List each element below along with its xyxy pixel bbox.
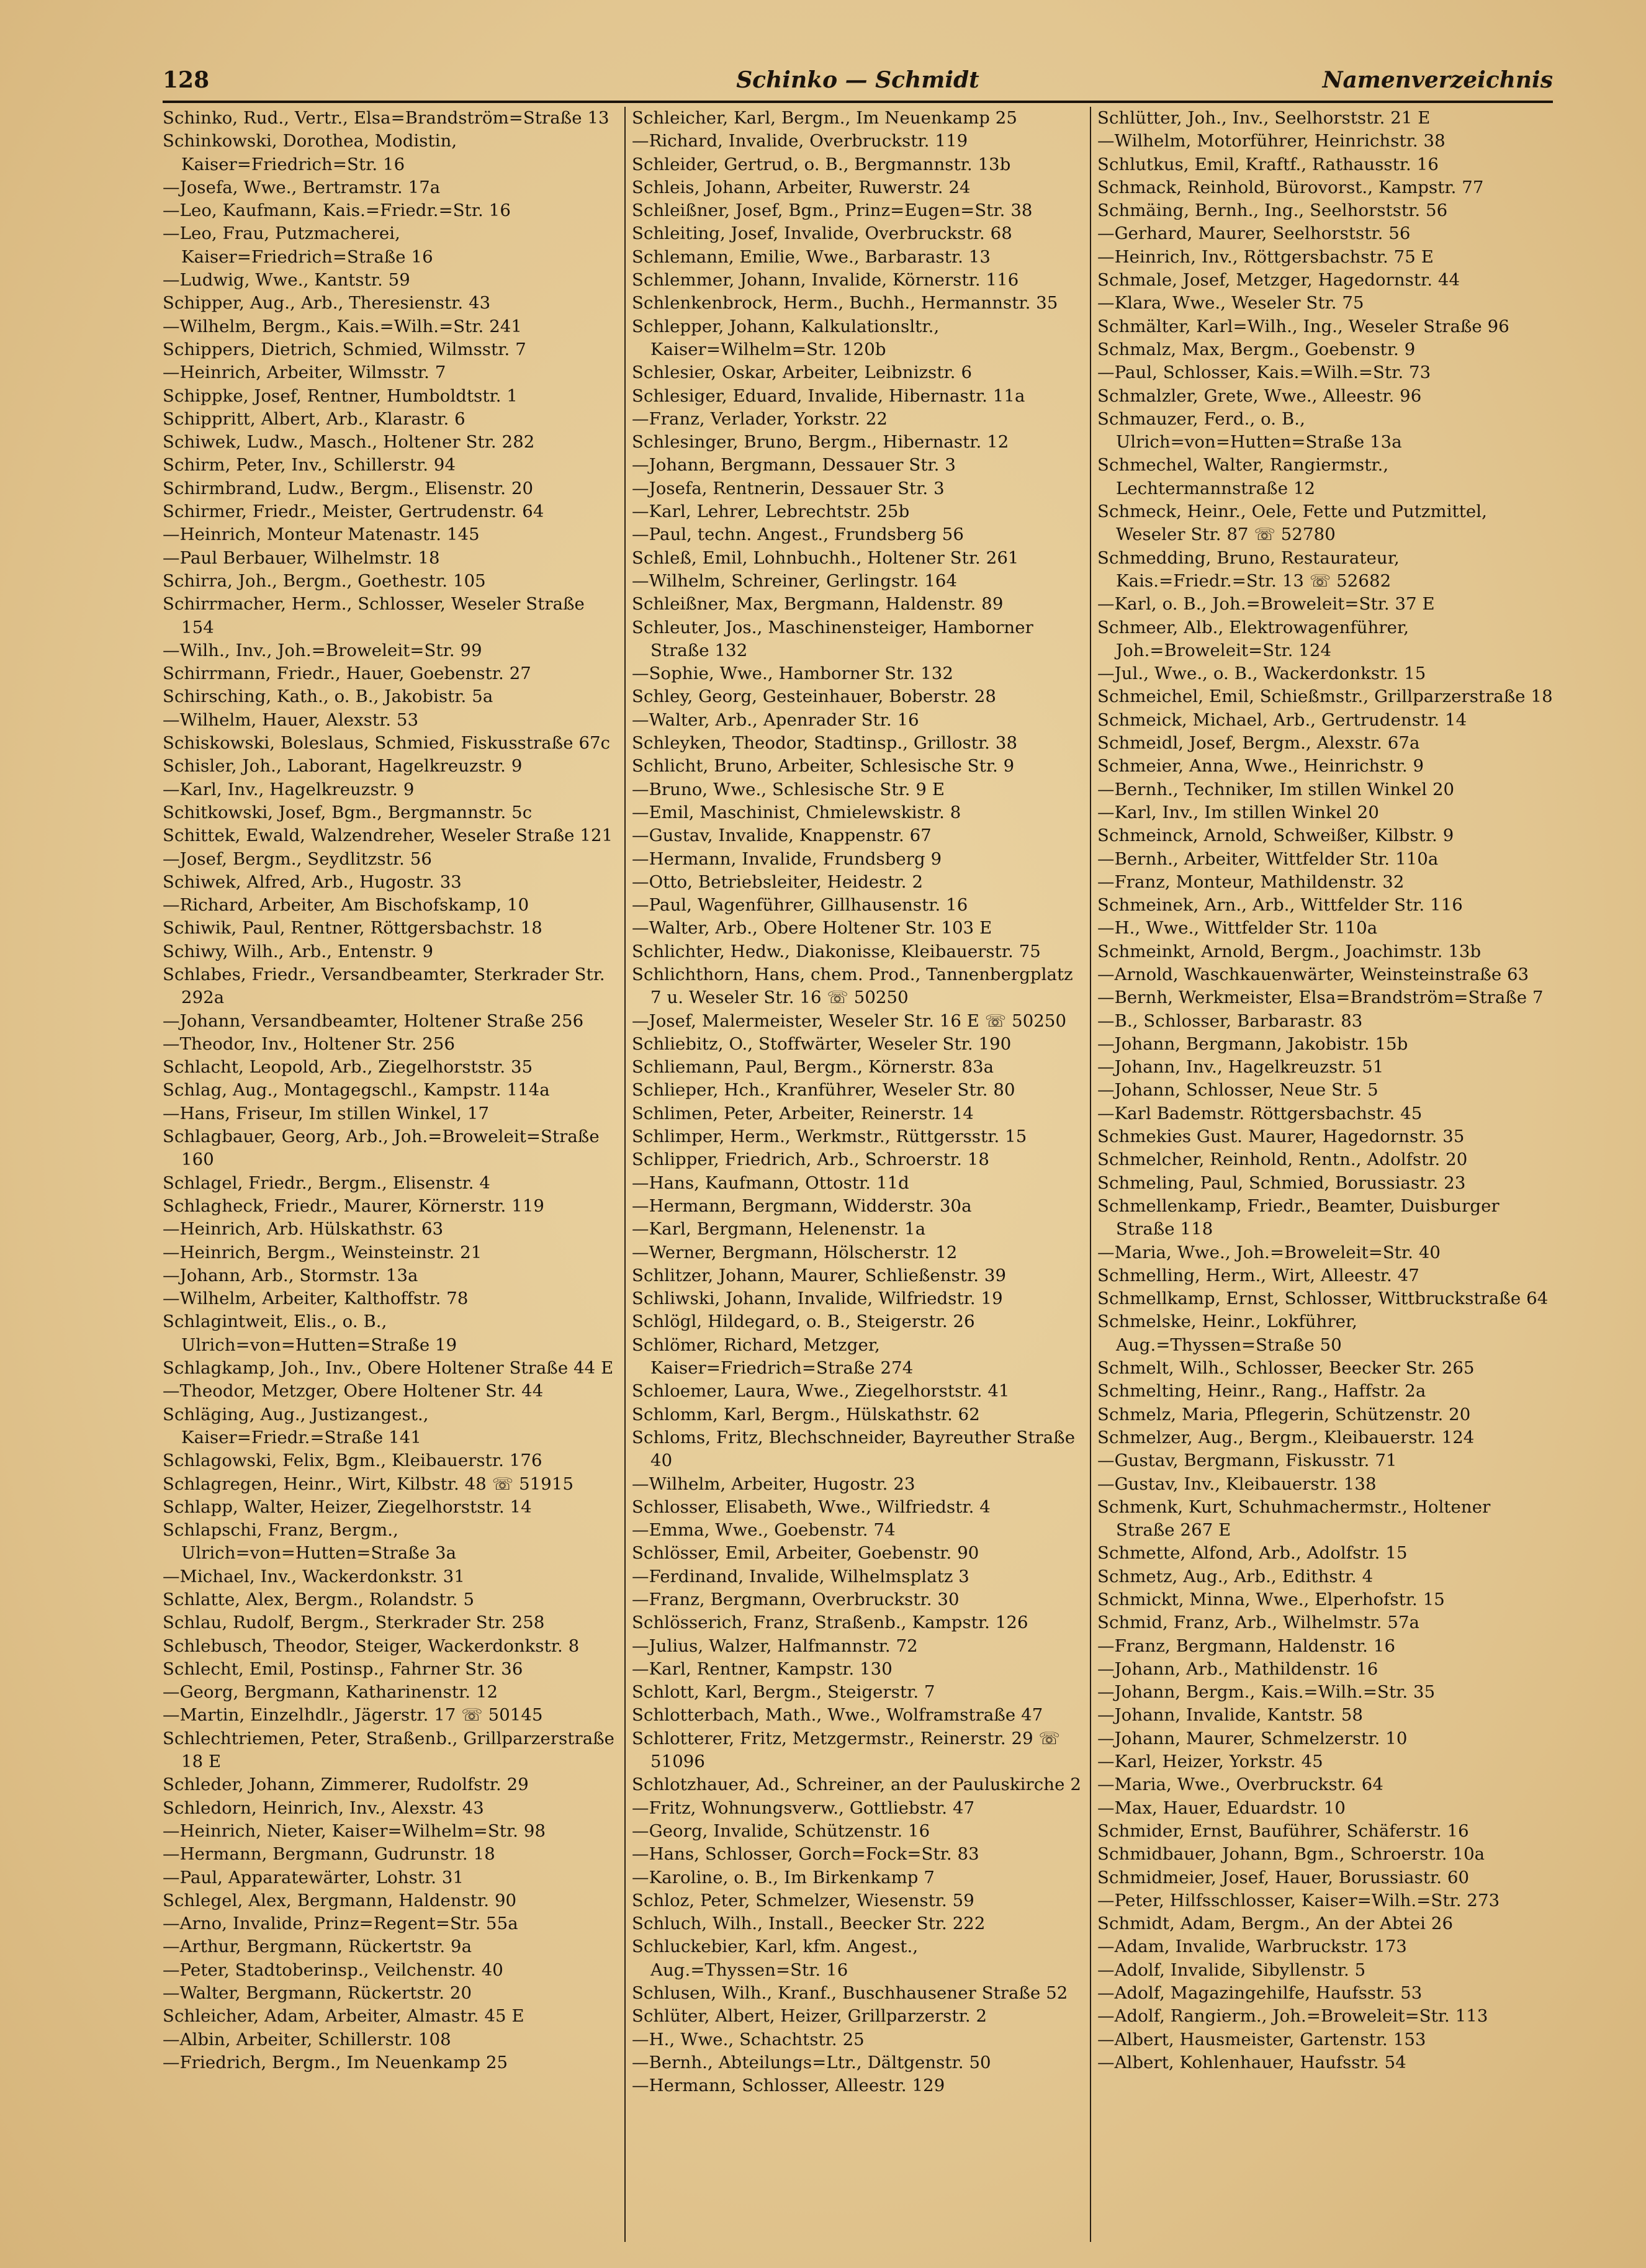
directory-entry: Schmelting, Heinr., Rang., Haffstr. 2a (1097, 1381, 1426, 1402)
directory-entry: —Walter, Bergmann, Rückertstr. 20 (163, 1983, 472, 2004)
directory-entry: —Franz, Bergmann, Haldenstr. 16 (1097, 1636, 1396, 1656)
directory-entry: Schlichthorn, Hans, chem. Prod., Tannenbergplatz 7 u. Weseler Str. 16 ☏ 50250 (632, 964, 1073, 1008)
directory-entry: Schmekies Gust. Maurer, Hagedornstr. 35 (1097, 1127, 1465, 1147)
running-title: Schinko — Schmidt (736, 67, 979, 93)
directory-entry: Schmeer, Alb., Elektrowagenführer, Joh.=Broweleit=Str. 124 (1097, 617, 1410, 660)
directory-entry: —Josef, Bergm., Seydlitzstr. 56 (163, 848, 432, 869)
directory-entry: —Fritz, Wohnungsverw., Gottliebstr. 47 (632, 1798, 975, 1818)
directory-entry: Schittek, Ewald, Walzendreher, Weseler Straße 121 (163, 826, 613, 846)
directory-entry: —Heinrich, Nieter, Kaiser=Wilhelm=Str. 98 (163, 1820, 546, 1841)
directory-entry: Schlusen, Wilh., Kranf., Buschhausener Straße 52 (632, 1983, 1068, 2004)
directory-entry: Schlichter, Hedw., Diakonisse, Kleibauerstr. 75 (632, 941, 1041, 961)
directory-entry: Schlesinger, Bruno, Bergm., Hibernastr. 12 (632, 432, 1009, 452)
directory-entry: Schlau, Rudolf, Bergm., Sterkrader Str. 258 (163, 1613, 545, 1633)
directory-entry: —Hans, Kaufmann, Ottostr. 11d (632, 1172, 909, 1193)
directory-entry: Schmidmeier, Josef, Hauer, Borussiastr. 60 (1097, 1867, 1470, 1888)
directory-entry: —Ludwig, Wwe., Kantstr. 59 (163, 270, 410, 290)
directory-entry: Schmeck, Heinr., Oele, Fette und Putzmittel, Weseler Str. 87 ☏ 52780 (1097, 502, 1488, 545)
directory-entry: Schmelske, Heinr., Lokführer, Aug.=Thyssen=Straße 50 (1097, 1312, 1358, 1355)
directory-entry: —Georg, Bergmann, Katharinenstr. 12 (163, 1682, 498, 1703)
directory-entry: —Wilhelm, Arbeiter, Kalthoffstr. 78 (163, 1289, 469, 1309)
directory-entry: Schliemann, Paul, Bergm., Körnerstr. 83a (632, 1057, 994, 1078)
directory-entry: —Hans, Schlosser, Gorch=Fock=Str. 83 (632, 1844, 979, 1865)
directory-entry: Schmenk, Kurt, Schuhmachermstr., Holtener Straße 267 E (1097, 1496, 1491, 1541)
page-header (163, 67, 1553, 104)
directory-entry: Schlabes, Friedr., Versandbeamter, Sterkrader Str. 292a (163, 964, 605, 1008)
directory-entry: Schledorn, Heinrich, Inv., Alexstr. 43 (163, 1798, 484, 1818)
directory-entry: Schlepper, Johann, Kalkulationsltr., Kaiser=Wilhelm=Str. 120b (632, 316, 940, 359)
directory-entry: Schmeinkt, Arnold, Bergm., Joachimstr. 13b (1097, 941, 1482, 961)
directory-entry: Schipper, Aug., Arb., Theresienstr. 43 (163, 293, 491, 313)
directory-entry: —Werner, Bergmann, Hölscherstr. 12 (632, 1242, 958, 1262)
directory-entry: Schmälter, Karl=Wilh., Ing., Weseler Straße 96 (1097, 316, 1509, 336)
directory-entry: Schlicht, Bruno, Arbeiter, Schlesische Str. 9 (632, 756, 1015, 776)
directory-entry: Schinko, Rud., Vertr., Elsa=Brandström=Straße 13 (163, 108, 609, 128)
directory-entry: —Heinrich, Bergm., Weinsteinstr. 21 (163, 1242, 482, 1262)
directory-entry: —Theodor, Metzger, Obere Holtener Str. 44 (163, 1381, 544, 1402)
directory-entry: —Johann, Bergmann, Jakobistr. 15b (1097, 1033, 1408, 1054)
directory-entry: Schinkowski, Dorothea, Modistin, Kaiser=Friedrich=Str. 16 (163, 131, 457, 174)
directory-entry: —Friedrich, Bergm., Im Neuenkamp 25 (163, 2052, 508, 2072)
directory-entry: —Wilhelm, Hauer, Alexstr. 53 (163, 709, 419, 730)
directory-entry: —Gustav, Invalide, Knappenstr. 67 (632, 826, 932, 846)
directory-entry: Schlegel, Alex, Bergmann, Haldenstr. 90 (163, 1890, 517, 1910)
directory-entry: Schmäing, Bernh., Ing., Seelhorststr. 56 (1097, 200, 1448, 221)
directory-entry: Schmedding, Bruno, Restaurateur, Kais.=Friedr.=Str. 13 ☏ 52682 (1097, 547, 1400, 591)
directory-entry: Schmauzer, Ferd., o. B., Ulrich=von=Hutten=Straße 13a (1097, 408, 1402, 452)
column-divider (624, 107, 626, 2242)
directory-entry: —Johann, Maurer, Schmelzerstr. 10 (1097, 1728, 1408, 1748)
directory-entry: —Paul, Wagenführer, Gillhausenstr. 16 (632, 895, 968, 916)
header-rule (163, 101, 1553, 103)
directory-entry: Schmelzer, Aug., Bergm., Kleibauerstr. 124 (1097, 1427, 1475, 1447)
directory-entry: —Albert, Kohlenhauer, Haufsstr. 54 (1097, 2052, 1406, 2072)
column-3 (1097, 107, 1554, 2074)
directory-entry: —Franz, Monteur, Mathildenstr. 32 (1097, 871, 1405, 892)
directory-entry: Schleyken, Theodor, Stadtinsp., Grillostr. 38 (632, 733, 1018, 754)
column-divider (1090, 107, 1091, 2242)
directory-entry: —Johann, Arb., Mathildenstr. 16 (1097, 1658, 1378, 1679)
directory-entry: Schleis, Johann, Arbeiter, Ruwerstr. 24 (632, 177, 971, 197)
directory-entry: —Karl, Rentner, Kampstr. 130 (632, 1658, 893, 1679)
directory-entry: —Franz, Verlader, Yorkstr. 22 (632, 408, 888, 429)
directory-entry: Schirra, Joh., Bergm., Goethestr. 105 (163, 570, 486, 591)
directory-entry: —Johann, Arb., Stormstr. 13a (163, 1265, 418, 1285)
directory-entry: —Hermann, Invalide, Frundsberg 9 (632, 848, 942, 869)
directory-entry: —Leo, Kaufmann, Kais.=Friedr.=Str. 16 (163, 200, 511, 221)
directory-entry: Schmeling, Paul, Schmied, Borussiastr. 23 (1097, 1172, 1466, 1193)
directory-entry: —Johann, Bergmann, Dessauer Str. 3 (632, 455, 956, 475)
directory-entry: —Richard, Invalide, Overbruckstr. 119 (632, 131, 968, 151)
directory-entry: Schlipper, Friedrich, Arb., Schroerstr. 18 (632, 1150, 989, 1170)
directory-entry: —Bernh, Werkmeister, Elsa=Brandström=Straße 7 (1097, 988, 1544, 1008)
directory-entry: Schlösserich, Franz, Straßenb., Kampstr. 126 (632, 1613, 1028, 1633)
directory-entry: —Jul., Wwe., o. B., Wackerdonkstr. 15 (1097, 664, 1426, 684)
directory-entry: Schlutkus, Emil, Kraftf., Rathausstr. 16 (1097, 154, 1439, 174)
directory-entry: Schlenkenbrock, Herm., Buchh., Hermannstr. 35 (632, 293, 1058, 313)
directory-entry: Schippers, Dietrich, Schmied, Wilmsstr. 7 (163, 339, 526, 359)
directory-entry: —Emil, Maschinist, Chmielewskistr. 8 (632, 802, 961, 822)
directory-entry: Schlögl, Hildegard, o. B., Steigerstr. 26 (632, 1312, 975, 1332)
directory-entry: —Adolf, Magazingehilfe, Haufsstr. 53 (1097, 1983, 1423, 2004)
directory-entry: —Paul, Schlosser, Kais.=Wilh.=Str. 73 (1097, 362, 1431, 383)
directory-entry: —Adam, Invalide, Warbruckstr. 173 (1097, 1937, 1407, 1957)
directory-entry: Schmeichel, Emil, Schießmstr., Grillparzerstraße 18 (1097, 686, 1553, 707)
directory-entry: Schlimper, Herm., Werkmstr., Rüttgersstr. 15 (632, 1127, 1027, 1147)
directory-entry: Schleißner, Max, Bergmann, Haldenstr. 89 (632, 594, 1004, 614)
directory-entry: Schiwy, Wilh., Arb., Entenstr. 9 (163, 941, 434, 961)
directory-entry: Schmelz, Maria, Pflegerin, Schützenstr. 20 (1097, 1404, 1471, 1424)
directory-entry: Schmette, Alfond, Arb., Adolfstr. 15 (1097, 1543, 1408, 1564)
directory-entry: —Georg, Invalide, Schützenstr. 16 (632, 1820, 930, 1841)
directory-entry: Schlagkamp, Joh., Inv., Obere Holtener Straße 44 E (163, 1358, 614, 1379)
directory-entry: Schirrmacher, Herm., Schlosser, Weseler Straße 154 (163, 594, 585, 637)
directory-entry: Schlagbauer, Georg, Arb., Joh.=Broweleit=Straße 160 (163, 1127, 600, 1170)
directory-entry: —Johann, Inv., Hagelkreuzstr. 51 (1097, 1057, 1384, 1078)
directory-entry: —Karl, Bergmann, Helenenstr. 1a (632, 1219, 926, 1240)
directory-entry: Schlemann, Emilie, Wwe., Barbarastr. 13 (632, 246, 991, 267)
directory-entry: Schlagel, Friedr., Bergm., Elisenstr. 4 (163, 1172, 491, 1193)
directory-entry: Schmetz, Aug., Arb., Edithstr. 4 (1097, 1566, 1374, 1586)
directory-entry: Schlotterer, Fritz, Metzgermstr., Reinerstr. 29 ☏ 51096 (632, 1728, 1061, 1772)
directory-entry: Schirmer, Friedr., Meister, Gertrudenstr. 64 (163, 502, 544, 522)
directory-entry: —Maria, Wwe., Joh.=Broweleit=Str. 40 (1097, 1242, 1441, 1262)
directory-entry: Schmeick, Michael, Arb., Gertrudenstr. 14 (1097, 709, 1467, 730)
section-title: Namenverzeichnis (1322, 67, 1553, 93)
directory-entry: —Theodor, Inv., Holtener Str. 256 (163, 1033, 456, 1054)
directory-entry: —Bernh., Abteilungs=Ltr., Dältgenstr. 50 (632, 2052, 991, 2072)
directory-entry: —Adolf, Rangierm., Joh.=Broweleit=Str. 113 (1097, 2006, 1488, 2027)
directory-entry: —Josefa, Rentnerin, Dessauer Str. 3 (632, 478, 945, 498)
directory-entry: —Peter, Hilfsschlosser, Kaiser=Wilh.=Str. 273 (1097, 1890, 1500, 1910)
directory-entry: Schloz, Peter, Schmelzer, Wiesenstr. 59 (632, 1890, 974, 1910)
column-2 (632, 107, 1088, 2098)
directory-entry: —Paul, Apparatewärter, Lohstr. 31 (163, 1867, 464, 1888)
directory-entry: Schlapp, Walter, Heizer, Ziegelhorststr. 14 (163, 1496, 532, 1517)
directory-entry: —Josef, Malermeister, Weseler Str. 16 E ☏ 50250 (632, 1010, 1067, 1031)
directory-entry: —Johann, Versandbeamter, Holtener Straße 256 (163, 1010, 584, 1031)
directory-entry: —Johann, Schlosser, Neue Str. 5 (1097, 1080, 1378, 1100)
directory-entry: —Heinrich, Arb. Hülskathstr. 63 (163, 1219, 444, 1240)
directory-entry: Schmid, Franz, Arb., Wilhelmstr. 57a (1097, 1613, 1420, 1633)
directory-entry: —Otto, Betriebsleiter, Heidestr. 2 (632, 871, 924, 892)
directory-entry: Schlotzhauer, Ad., Schreiner, an der Pauluskirche 2 (632, 1775, 1081, 1795)
directory-entry: Schliwski, Johann, Invalide, Wilfriedstr. 19 (632, 1289, 1003, 1309)
directory-entry: —Adolf, Invalide, Sibyllenstr. 5 (1097, 1960, 1366, 1980)
directory-entry: Schmidbauer, Johann, Bgm., Schroerstr. 10a (1097, 1844, 1485, 1865)
directory-entry: Schisler, Joh., Laborant, Hagelkreuzstr. 9 (163, 756, 523, 776)
directory-entry: Schlacht, Leopold, Arb., Ziegelhorststr. 35 (163, 1057, 533, 1078)
directory-entry: —Gustav, Bergmann, Fiskusstr. 71 (1097, 1451, 1397, 1471)
directory-entry: Schiwik, Paul, Rentner, Röttgersbachstr. 18 (163, 918, 542, 938)
directory-entry: —Max, Hauer, Eduardstr. 10 (1097, 1798, 1346, 1818)
directory-entry: Schlütter, Joh., Inv., Seelhorststr. 21 E (1097, 108, 1431, 128)
directory-entry: —Karl, Lehrer, Lebrechtstr. 25b (632, 502, 910, 522)
directory-entry: Schitkowski, Josef, Bgm., Bergmannstr. 5c (163, 802, 533, 822)
directory-entry: Schmidt, Adam, Bergm., An der Abtei 26 (1097, 1914, 1454, 1934)
directory-entry: —Bruno, Wwe., Schlesische Str. 9 E (632, 779, 945, 799)
directory-entry: —Bernh., Arbeiter, Wittfelder Str. 110a (1097, 848, 1439, 869)
directory-entry: Schlagregen, Heinr., Wirt, Kilbstr. 48 ☏ 51915 (163, 1474, 574, 1494)
directory-entry: Schmeinek, Arn., Arb., Wittfelder Str. 116 (1097, 895, 1463, 916)
directory-entry: Schleicher, Karl, Bergm., Im Neuenkamp 25 (632, 108, 1017, 128)
directory-entry: —Wilhelm, Schreiner, Gerlingstr. 164 (632, 570, 958, 591)
directory-entry: Schlagintweit, Elis., o. B., Ulrich=von=Hutten=Straße 19 (163, 1312, 457, 1355)
directory-entry: —Karoline, o. B., Im Birkenkamp 7 (632, 1867, 935, 1888)
directory-entry: —Karl, o. B., Joh.=Broweleit=Str. 37 E (1097, 594, 1435, 614)
directory-entry: Schlapschi, Franz, Bergm., Ulrich=von=Hutten=Straße 3a (163, 1520, 457, 1564)
directory-entry: Schlagowski, Felix, Bgm., Kleibauerstr. 176 (163, 1451, 542, 1471)
directory-entry: Schlott, Karl, Bergm., Steigerstr. 7 (632, 1682, 935, 1703)
directory-entry: Schmalz, Max, Bergm., Goebenstr. 9 (1097, 339, 1416, 359)
directory-entry: —Walter, Arb., Obere Holtener Str. 103 E (632, 918, 992, 938)
directory-entry: Schirm, Peter, Inv., Schillerstr. 94 (163, 455, 456, 475)
directory-entry: Schlesier, Oskar, Arbeiter, Leibnizstr. 6 (632, 362, 973, 383)
directory-entry: Schmalzler, Grete, Wwe., Alleestr. 96 (1097, 385, 1422, 406)
directory-entry: Schlitzer, Johann, Maurer, Schließenstr. 39 (632, 1265, 1007, 1285)
directory-entry: —Emma, Wwe., Goebenstr. 74 (632, 1520, 896, 1541)
directory-entry: —B., Schlosser, Barbarastr. 83 (1097, 1010, 1363, 1031)
directory-entry: Schleiting, Josef, Invalide, Overbruckstr. 68 (632, 223, 1012, 244)
directory-entry: Schippke, Josef, Rentner, Humboldtstr. 1 (163, 385, 518, 406)
directory-entry: —Heinrich, Inv., Röttgersbachstr. 75 E (1097, 246, 1434, 267)
directory-entry: —H., Wwe., Wittfelder Str. 110a (1097, 918, 1378, 938)
directory-entry: —Bernh., Techniker, Im stillen Winkel 20 (1097, 779, 1455, 799)
directory-entry: Schlagheck, Friedr., Maurer, Körnerstr. 119 (163, 1195, 545, 1216)
directory-entry: —Arthur, Bergmann, Rückertstr. 9a (163, 1937, 472, 1957)
directory-entry: Schiskowski, Boleslaus, Schmied, Fiskusstraße 67c (163, 733, 611, 754)
directory-entry: —Karl Bademstr. Röttgersbachstr. 45 (1097, 1103, 1423, 1123)
directory-entry: Schlüter, Albert, Heizer, Grillparzerstr. 2 (632, 2006, 987, 2027)
directory-entry: —Arno, Invalide, Prinz=Regent=Str. 55a (163, 1914, 518, 1934)
column-1 (163, 107, 619, 2074)
directory-entry: Schlomm, Karl, Bergm., Hülskathstr. 62 (632, 1404, 980, 1424)
directory-entry: —Gerhard, Maurer, Seelhorststr. 56 (1097, 223, 1411, 244)
directory-entry: Schippritt, Albert, Arb., Klarastr. 6 (163, 408, 465, 429)
directory-entry: Schleißner, Josef, Bgm., Prinz=Eugen=Str. 38 (632, 200, 1033, 221)
directory-entry: —Johann, Bergm., Kais.=Wilh.=Str. 35 (1097, 1682, 1436, 1703)
directory-entry: —Martin, Einzelhdlr., Jägerstr. 17 ☏ 50145 (163, 1705, 543, 1726)
directory-entry: Schmickt, Minna, Wwe., Elperhofstr. 15 (1097, 1590, 1445, 1609)
directory-entry: —Franz, Bergmann, Overbruckstr. 30 (632, 1590, 960, 1609)
directory-entry: Schluckebier, Karl, kfm. Angest., Aug.=Thyssen=Str. 16 (632, 1937, 919, 1980)
directory-entry: Schloms, Fritz, Blechschneider, Bayreuther Straße 40 (632, 1427, 1076, 1471)
directory-entry: Schlechtriemen, Peter, Straßenb., Grillparzerstraße 18 E (163, 1728, 615, 1772)
directory-entry: —Heinrich, Monteur Matenastr. 145 (163, 524, 480, 545)
directory-entry: Schiwek, Alfred, Arb., Hugostr. 33 (163, 871, 462, 892)
directory-entry: Schmechel, Walter, Rangiermstr., Lechtermannstraße 12 (1097, 455, 1389, 498)
directory-entry: Schlag, Aug., Montagegschl., Kampstr. 114a (163, 1080, 550, 1100)
directory-entry: —Karl, Inv., Hagelkreuzstr. 9 (163, 779, 415, 799)
directory-entry: —Maria, Wwe., Overbruckstr. 64 (1097, 1775, 1383, 1795)
directory-entry: Schmeinck, Arnold, Schweißer, Kilbstr. 9 (1097, 826, 1454, 846)
directory-entry: —Paul, techn. Angest., Frundsberg 56 (632, 524, 964, 545)
directory-entry: Schmeidl, Josef, Bergm., Alexstr. 67a (1097, 733, 1420, 754)
directory-entry: Schmack, Reinhold, Bürovorst., Kampstr. 77 (1097, 177, 1484, 197)
directory-entry: —Karl, Heizer, Yorkstr. 45 (1097, 1752, 1323, 1772)
directory-entry: Schlatte, Alex, Bergm., Rolandstr. 5 (163, 1590, 475, 1609)
directory-entry: —Sophie, Wwe., Hamborner Str. 132 (632, 664, 953, 684)
directory-entry: —Josefa, Wwe., Bertramstr. 17a (163, 177, 441, 197)
directory-entry: Schmellenkamp, Friedr., Beamter, Duisburger Straße 118 (1097, 1195, 1500, 1240)
directory-entry: —Wilhelm, Arbeiter, Hugostr. 23 (632, 1474, 915, 1494)
directory-entry: —Richard, Arbeiter, Am Bischofskamp, 10 (163, 895, 529, 916)
directory-entry: Schlimen, Peter, Arbeiter, Reinerstr. 14 (632, 1103, 974, 1123)
directory-entry: Schiwek, Ludw., Masch., Holtener Str. 282 (163, 432, 535, 452)
directory-entry: Schirrmann, Friedr., Hauer, Goebenstr. 27 (163, 664, 531, 684)
directory-entry: Schliebitz, O., Stoffwärter, Weseler Str. 190 (632, 1033, 1012, 1054)
directory-entry: Schloemer, Laura, Wwe., Ziegelhorststr. 41 (632, 1381, 1010, 1402)
directory-entry: Schlecht, Emil, Postinsp., Fahrner Str. 36 (163, 1658, 523, 1679)
directory-entry: —Ferdinand, Invalide, Wilhelmsplatz 3 (632, 1566, 969, 1586)
directory-entry: —Klara, Wwe., Weseler Str. 75 (1097, 293, 1364, 313)
directory-entry: Schlemmer, Johann, Invalide, Körnerstr. 116 (632, 270, 1019, 290)
directory-entry: —Karl, Inv., Im stillen Winkel 20 (1097, 802, 1379, 822)
directory-entry: —H., Wwe., Schachtstr. 25 (632, 2029, 865, 2050)
directory-entry: Schluch, Wilh., Install., Beecker Str. 222 (632, 1914, 986, 1934)
directory-entry: —Paul Berbauer, Wilhelmstr. 18 (163, 547, 440, 568)
directory-entry: Schleicher, Adam, Arbeiter, Almastr. 45 E (163, 2006, 524, 2027)
directory-entry: —Hans, Friseur, Im stillen Winkel, 17 (163, 1103, 490, 1123)
directory-entry: Schleß, Emil, Lohnbuchh., Holtener Str. 261 (632, 547, 1019, 568)
directory-entry: —Hermann, Bergmann, Widderstr. 30a (632, 1195, 972, 1216)
directory-entry: Schlesiger, Eduard, Invalide, Hibernastr. 11a (632, 385, 1025, 406)
directory-entry: —Wilh., Inv., Joh.=Broweleit=Str. 99 (163, 640, 482, 660)
directory-entry: Schmellkamp, Ernst, Schlosser, Wittbruckstraße 64 (1097, 1289, 1549, 1309)
directory-entry: —Heinrich, Arbeiter, Wilmsstr. 7 (163, 362, 446, 383)
directory-entry: Schlosser, Elisabeth, Wwe., Wilfriedstr. 4 (632, 1496, 991, 1517)
directory-entry: Schmale, Josef, Metzger, Hagedornstr. 44 (1097, 270, 1460, 290)
directory-entry: Schmider, Ernst, Bauführer, Schäferstr. 16 (1097, 1820, 1469, 1841)
directory-entry: Schleider, Gertrud, o. B., Bergmannstr. 13b (632, 154, 1011, 174)
directory-entry: Schleuter, Jos., Maschinensteiger, Hamborner Straße 132 (632, 617, 1033, 660)
directory-entry: —Albin, Arbeiter, Schillerstr. 108 (163, 2029, 451, 2050)
directory-entry: —Leo, Frau, Putzmacherei, Kaiser=Friedrich=Straße 16 (163, 223, 433, 267)
directory-entry: —Julius, Walzer, Halfmannstr. 72 (632, 1636, 918, 1656)
directory-entry: —Gustav, Inv., Kleibauerstr. 138 (1097, 1474, 1377, 1494)
directory-entry: Schmelt, Wilh., Schlosser, Beecker Str. 265 (1097, 1358, 1475, 1379)
directory-entry: —Wilhelm, Motorführer, Heinrichstr. 38 (1097, 131, 1446, 151)
directory-entry: Schlösser, Emil, Arbeiter, Goebenstr. 90 (632, 1543, 979, 1564)
directory-entry: —Peter, Stadtoberinsp., Veilchenstr. 40 (163, 1960, 503, 1980)
directory-entry: Schlotterbach, Math., Wwe., Wolframstraße 47 (632, 1705, 1043, 1726)
directory-entry: —Michael, Inv., Wackerdonkstr. 31 (163, 1566, 465, 1586)
directory-entry: Schmelcher, Reinhold, Rentn., Adolfstr. 20 (1097, 1150, 1468, 1170)
directory-entry: —Hermann, Schlosser, Alleestr. 129 (632, 2076, 945, 2096)
page-number: 128 (163, 67, 210, 93)
directory-entry: Schleder, Johann, Zimmerer, Rudolfstr. 29 (163, 1775, 529, 1795)
directory-entry: —Johann, Invalide, Kantstr. 58 (1097, 1705, 1364, 1726)
directory-entry: Schlömer, Richard, Metzger, Kaiser=Friedrich=Straße 274 (632, 1334, 914, 1379)
directory-entry: —Wilhelm, Bergm., Kais.=Wilh.=Str. 241 (163, 316, 523, 336)
directory-entry: Schirmbrand, Ludw., Bergm., Elisenstr. 20 (163, 478, 534, 498)
directory-entry: Schirsching, Kath., o. B., Jakobistr. 5a (163, 686, 493, 707)
directory-entry: —Arnold, Waschkauenwärter, Weinsteinstraße 63 (1097, 964, 1529, 984)
directory-entry: Schlebusch, Theodor, Steiger, Wackerdonkstr. 8 (163, 1636, 580, 1656)
directory-entry: Schley, Georg, Gesteinhauer, Boberstr. 28 (632, 686, 996, 707)
directory-entry: Schmelling, Herm., Wirt, Alleestr. 47 (1097, 1265, 1419, 1285)
directory-entry: —Hermann, Bergmann, Gudrunstr. 18 (163, 1844, 495, 1865)
directory-entry: Schlieper, Hch., Kranführer, Weseler Str. 80 (632, 1080, 1015, 1100)
directory-entry: Schläging, Aug., Justizangest., Kaiser=Friedr.=Straße 141 (163, 1404, 429, 1447)
directory-entry: Schmeier, Anna, Wwe., Heinrichstr. 9 (1097, 756, 1424, 776)
directory-entry: —Albert, Hausmeister, Gartenstr. 153 (1097, 2029, 1426, 2050)
directory-entry: —Walter, Arb., Apenrader Str. 16 (632, 709, 919, 730)
